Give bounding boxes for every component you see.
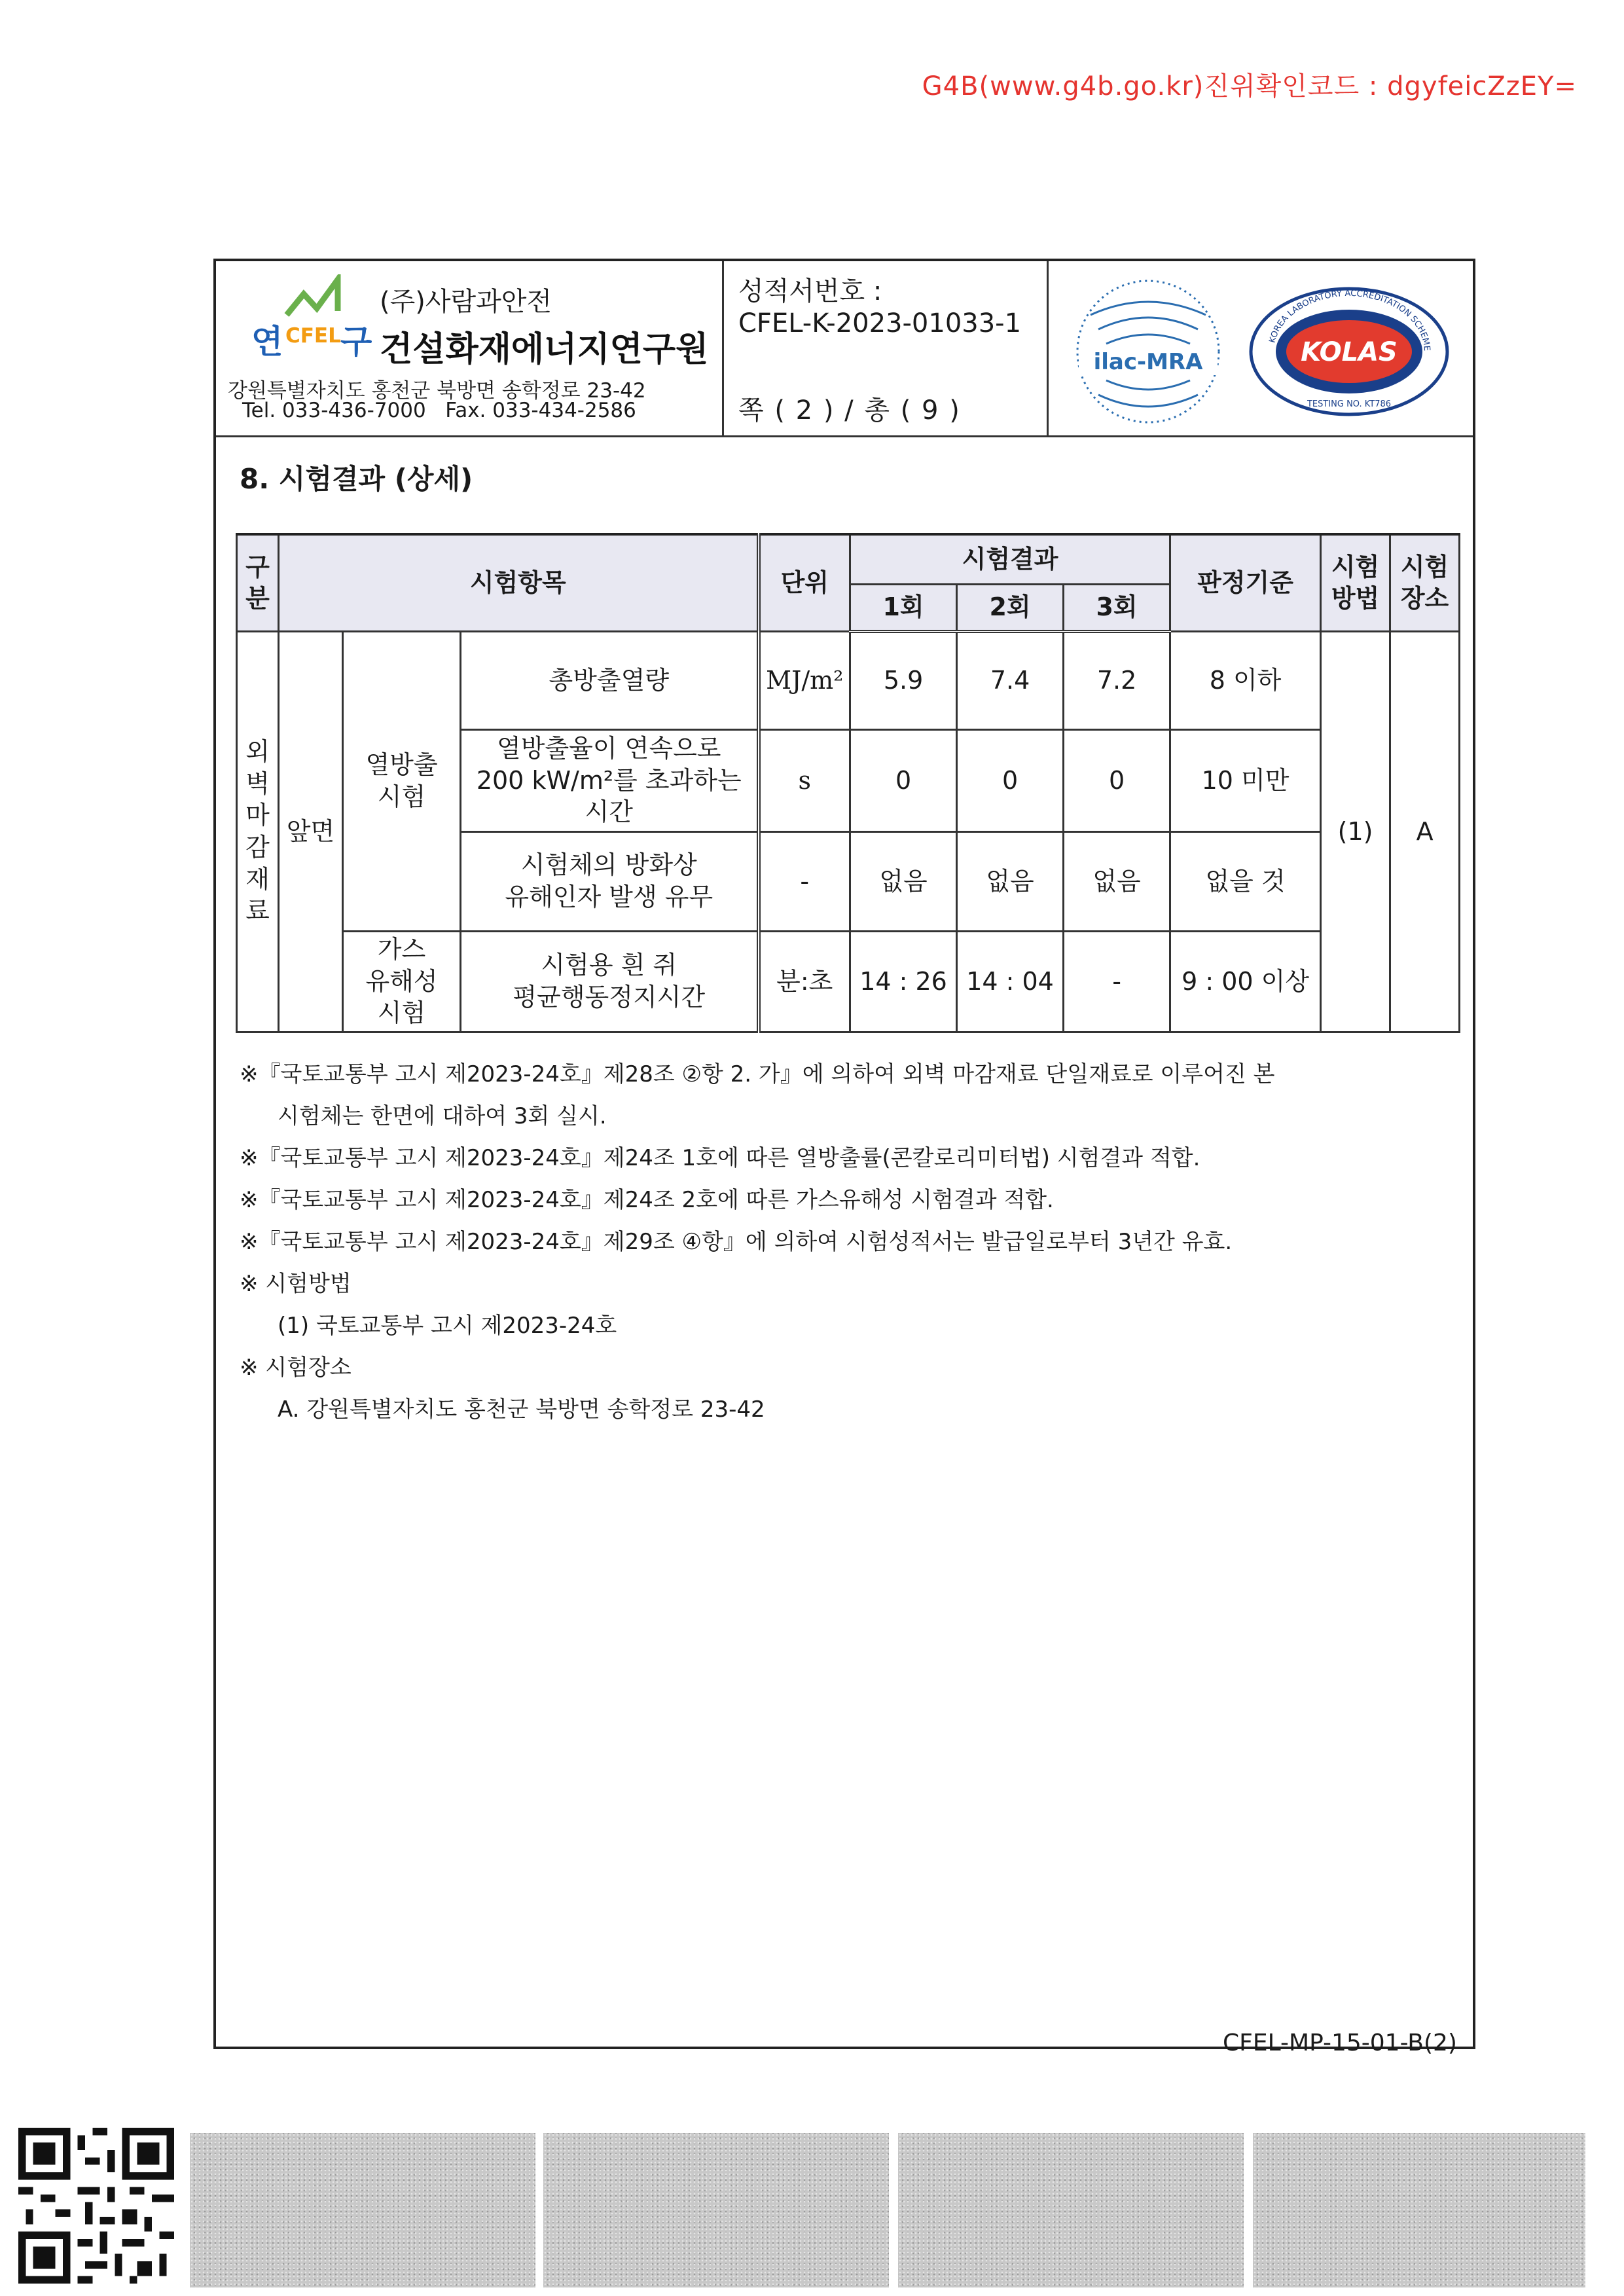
note-line: ※『국토교통부 고시 제2023-24호』제28조 ②항 2. 가』에 의하여 외벽 마감재료 단일재료로 이루어진 본 xyxy=(240,1061,1275,1087)
company-address: 강원특별자치도 홍천군 북방면 송학정로 23-42 xyxy=(228,379,646,403)
page-indicator: 쪽 ( 2 ) / 총 ( 9 ) xyxy=(738,395,961,426)
method-cell: (1) xyxy=(1321,631,1390,1032)
note-line: ※『국토교통부 고시 제2023-24호』제24조 1호에 따른 열방출률(콘칼로리미터법) 시험결과 적합. xyxy=(240,1145,1200,1171)
ilac-mra-logo xyxy=(1072,276,1224,428)
run2-cell: 7.4 xyxy=(957,631,1064,729)
svg-text:연: 연 xyxy=(251,323,283,359)
header-place: 시험 장소 xyxy=(1390,534,1460,631)
header-run-2: 2회 xyxy=(957,584,1064,631)
header-test-result: 시험결과 xyxy=(850,534,1170,584)
criteria-cell: 8 이하 xyxy=(1170,631,1321,729)
header-method: 시험 방법 xyxy=(1321,534,1390,631)
security-pattern-strip xyxy=(190,2133,535,2287)
table-row xyxy=(237,631,1460,729)
company-name: 건설화재에너지연구원 xyxy=(380,330,709,369)
report-number-label: 성적서번호 : xyxy=(738,276,882,306)
group-gas-toxicity: 가스 유해성 시험 xyxy=(343,931,461,1032)
note-line: 시험체는 한면에 대하여 3회 실시. xyxy=(278,1103,607,1129)
run3-cell: - xyxy=(1064,931,1170,1032)
header-category: 구 분 xyxy=(237,534,279,631)
header-test-item: 시험항목 xyxy=(279,534,759,631)
header-unit: 단위 xyxy=(759,534,850,631)
item-cell: 열방출율이 연속으로 200 kW/m²를 초과하는 시간 xyxy=(461,729,759,831)
report-number-block xyxy=(724,261,1049,435)
run1-cell: 14 : 26 xyxy=(850,931,957,1032)
security-pattern-strip xyxy=(898,2133,1244,2287)
verification-code: G4B(www.g4b.go.kr)진위확인코드 : dgyfeicZzEY= xyxy=(922,71,1577,101)
security-pattern-strip xyxy=(1253,2133,1585,2287)
svg-text:KOREA LABORATORY ACCREDITATION: KOREA LABORATORY ACCREDITATION SCHEME xyxy=(1267,288,1432,352)
run2-cell: 0 xyxy=(957,729,1064,831)
unit-cell: s xyxy=(759,729,850,831)
run1-cell: 없음 xyxy=(850,831,957,931)
accreditation-block xyxy=(1049,261,1475,435)
report-header xyxy=(216,261,1473,437)
company-subtitle: (주)사람과안전 xyxy=(380,287,552,317)
group-heat-release: 열방출 시험 xyxy=(343,631,461,931)
item-cell: 시험체의 방화상 유해인자 발생 유무 xyxy=(461,831,759,931)
run3-cell: 없음 xyxy=(1064,831,1170,931)
criteria-cell: 9 : 00 이상 xyxy=(1170,931,1321,1032)
header-run-1: 1회 xyxy=(850,584,957,631)
svg-text:TESTING NO. KT786: TESTING NO. KT786 xyxy=(1307,399,1392,409)
header-criteria: 판정기준 xyxy=(1170,534,1321,631)
run2-cell: 없음 xyxy=(957,831,1064,931)
note-line: A. 강원특별자치도 홍천군 북방면 송학정로 23-42 xyxy=(278,1396,765,1423)
company-logo xyxy=(249,274,373,359)
report-number: CFEL-K-2023-01033-1 xyxy=(738,308,1022,338)
criteria-cell: 10 미만 xyxy=(1170,729,1321,831)
company-phone: Tel. 033-436-7000 Fax. 033-434-2586 xyxy=(242,399,636,422)
test-results-table xyxy=(236,533,1460,1033)
svg-text:ilac-MRA: ilac-MRA xyxy=(1093,349,1203,375)
unit-cell: - xyxy=(759,831,850,931)
unit-cell: MJ/m² xyxy=(759,631,850,729)
criteria-cell: 없을 것 xyxy=(1170,831,1321,931)
face-cell: 앞면 xyxy=(279,631,343,1032)
header-run-3: 3회 xyxy=(1064,584,1170,631)
note-line: ※『국토교통부 고시 제2023-24호』제29조 ④항』에 의하여 시험성적서는 발급일로부터 3년간 유효. xyxy=(240,1229,1233,1255)
form-code: CFEL-MP-15-01-B(2) xyxy=(1223,2030,1457,2056)
svg-text:CFEL: CFEL xyxy=(285,324,341,348)
report-frame xyxy=(213,259,1475,2049)
company-block xyxy=(216,261,724,435)
section-title: 8. 시험결과 (상세) xyxy=(240,463,473,495)
run3-cell: 0 xyxy=(1064,729,1170,831)
note-line: ※『국토교통부 고시 제2023-24호』제24조 2호에 따른 가스유해성 시험결과 적합. xyxy=(240,1187,1054,1213)
note-line: ※ 시험방법 xyxy=(240,1271,352,1297)
unit-cell: 분:초 xyxy=(759,931,850,1032)
kolas-logo xyxy=(1248,286,1451,417)
security-pattern-strip xyxy=(543,2133,889,2287)
category-cell: 외 벽 마 감 재 료 xyxy=(237,631,279,1032)
notes-section xyxy=(240,1053,1274,1430)
item-cell: 총방출열량 xyxy=(461,631,759,729)
table-row xyxy=(237,931,1460,1032)
note-line: (1) 국토교통부 고시 제2023-24호 xyxy=(278,1313,617,1339)
note-line: ※ 시험장소 xyxy=(240,1355,352,1381)
svg-text:KOLAS: KOLAS xyxy=(1301,337,1398,367)
run3-cell: 7.2 xyxy=(1064,631,1170,729)
place-cell: A xyxy=(1390,631,1460,1032)
run2-cell: 14 : 04 xyxy=(957,931,1064,1032)
qr-code-icon xyxy=(18,2128,174,2284)
item-cell: 시험용 흰 쥐 평균행동정지시간 xyxy=(461,931,759,1032)
svg-text:구: 구 xyxy=(340,323,372,359)
run1-cell: 0 xyxy=(850,729,957,831)
run1-cell: 5.9 xyxy=(850,631,957,729)
